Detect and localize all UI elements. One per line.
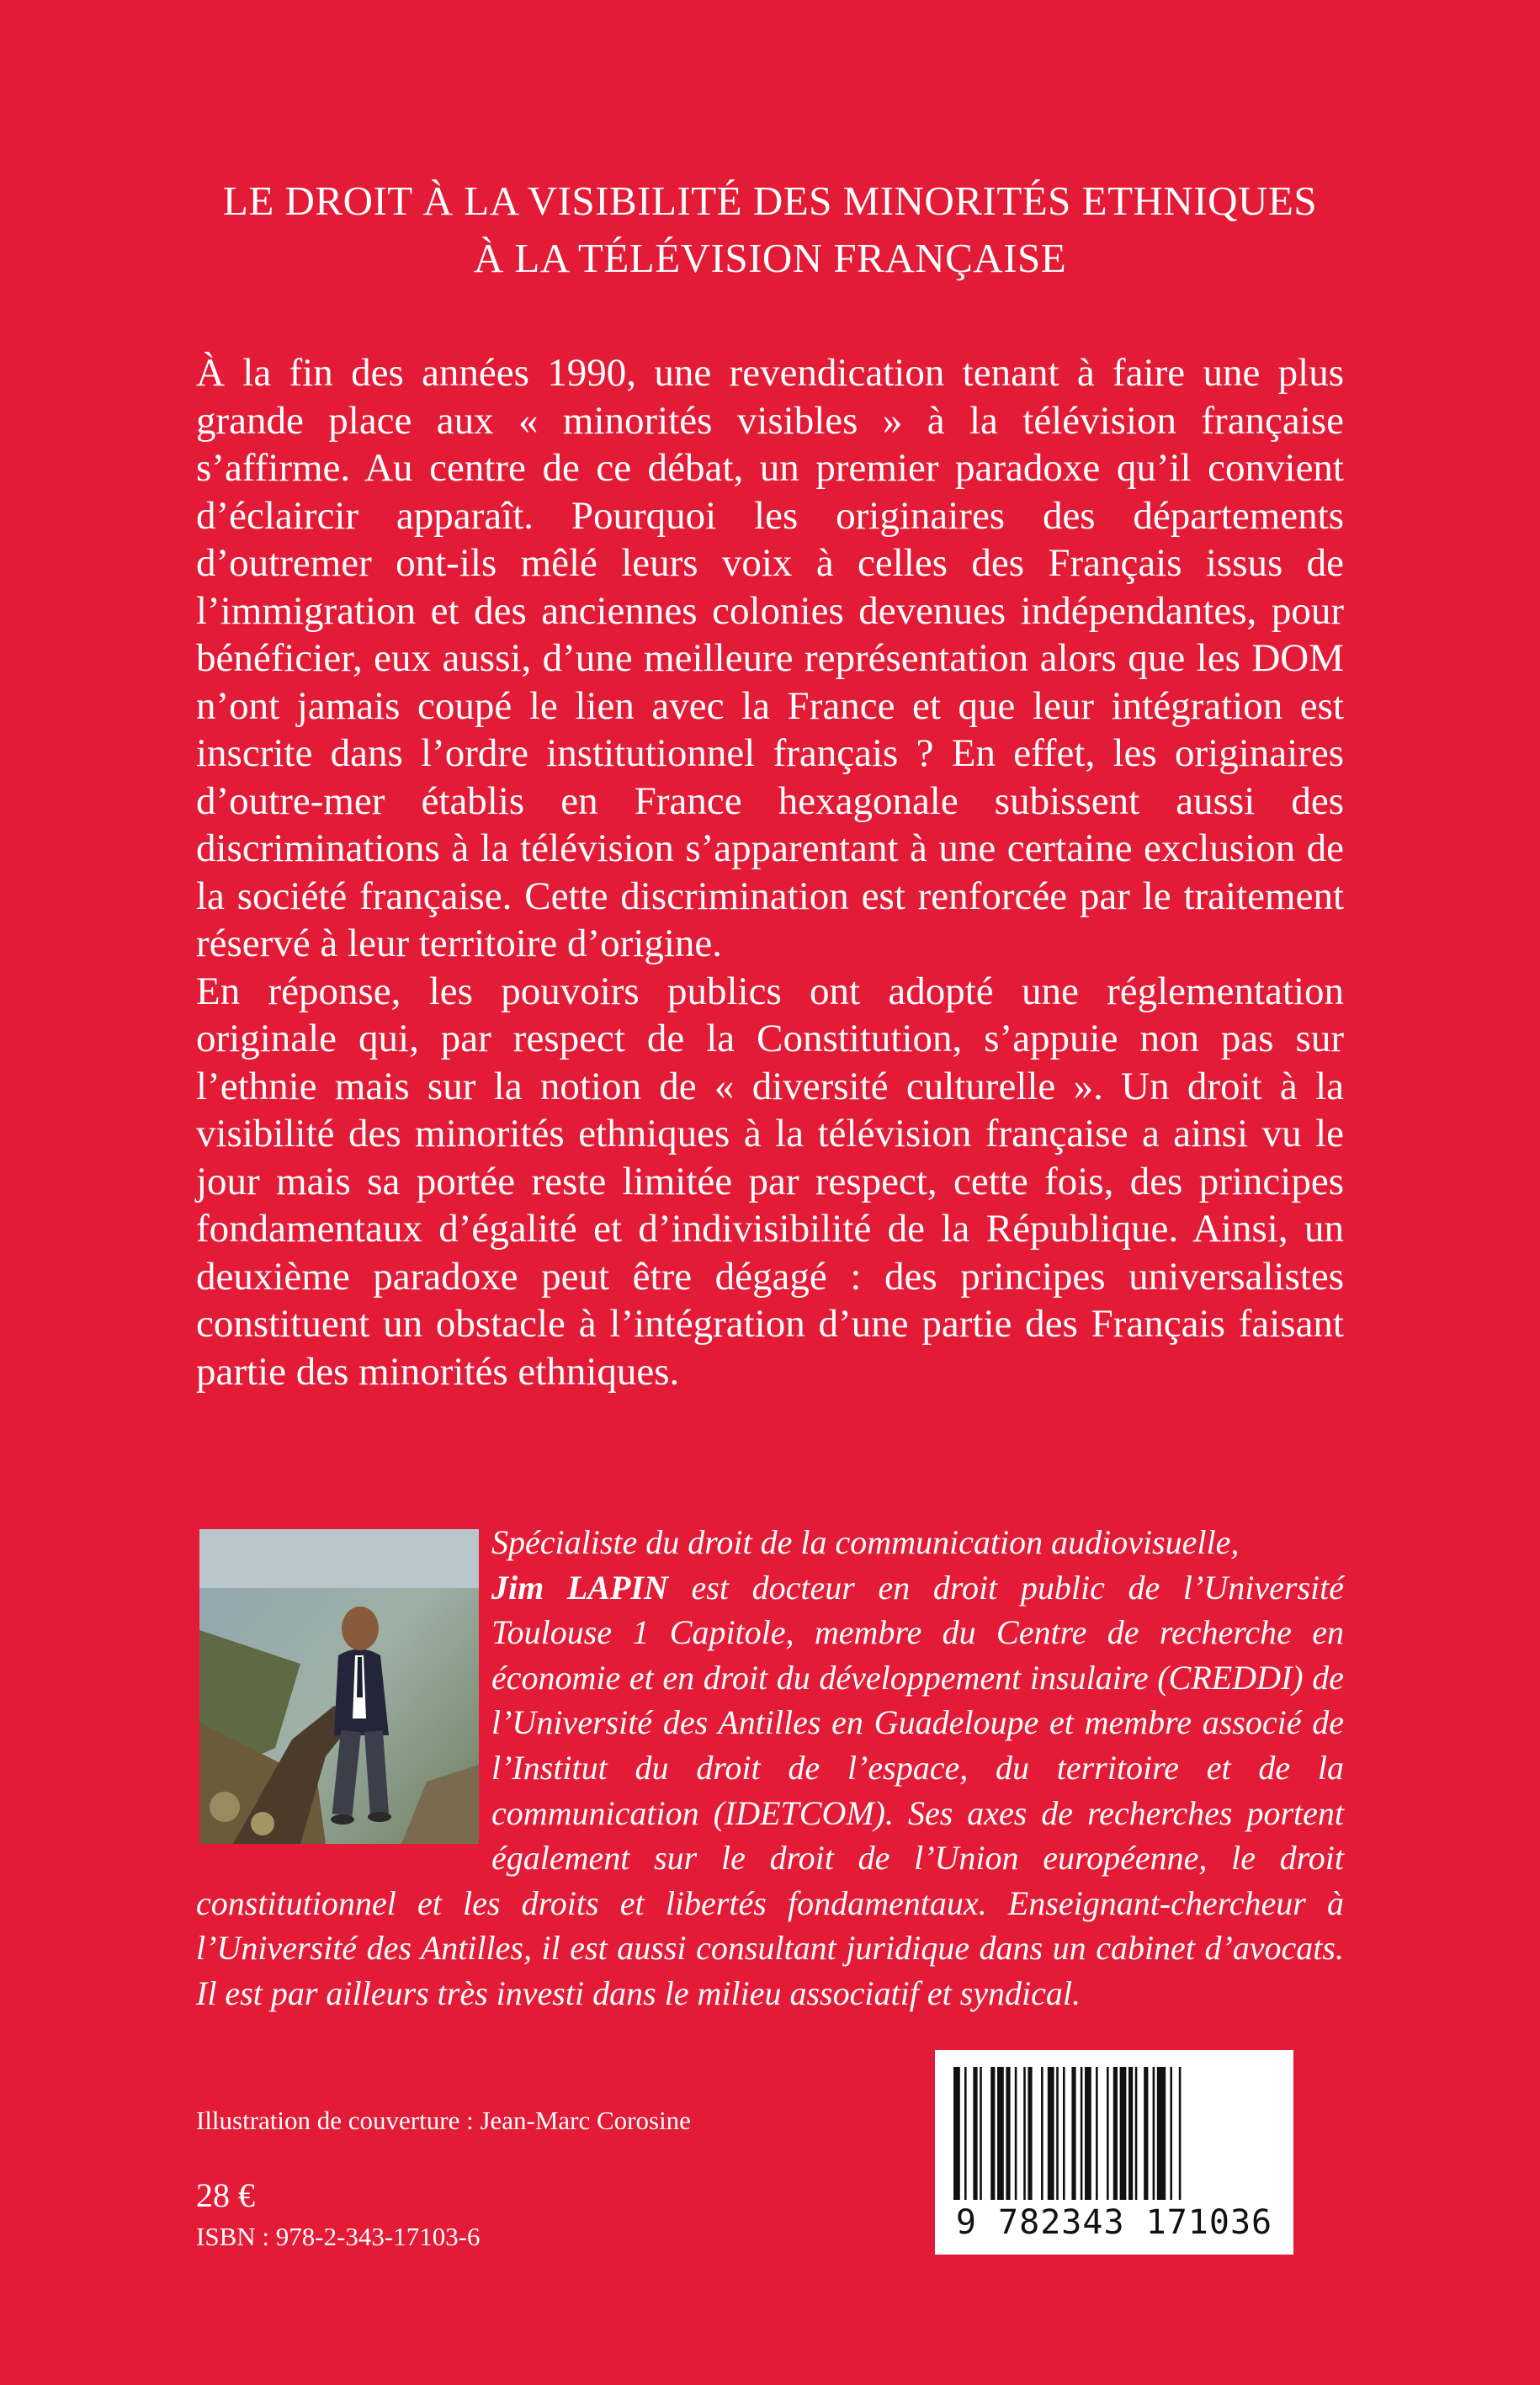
barcode-bar (1135, 2067, 1138, 2200)
author-bio (196, 1520, 1344, 2016)
isbn: ISBN : 978-2-343-17103-6 (196, 2222, 481, 2251)
barcode (935, 2050, 1293, 2255)
barcode-bar (1128, 2067, 1133, 2200)
barcode-bar (1023, 2067, 1026, 2200)
illustration-credit: Illustration de couverture : Jean-Marc Corosine (196, 2106, 691, 2135)
barcode-bar (1153, 2067, 1155, 2200)
barcode-bar (1006, 2067, 1010, 2200)
barcode-bar (990, 2067, 995, 2200)
author-bio-intro: Spécialiste du droit de la communication audiovisuelle, (491, 1523, 1240, 1561)
barcode-bar (1015, 2067, 1017, 2200)
barcode-bar (1170, 2067, 1172, 2200)
barcode-bar (1085, 2067, 1091, 2200)
barcode-bar (997, 2067, 1004, 2200)
barcode-bar (973, 2067, 977, 2200)
barcode-bar (1056, 2067, 1059, 2200)
price: 28 € (196, 2176, 255, 2214)
barcode-bar (1041, 2067, 1043, 2200)
barcode-digits: 9 782343 171036 (955, 2203, 1273, 2242)
book-title-line-1: LE DROIT À LA VISIBILITÉ DES MINORITÉS ETHNIQUES (222, 178, 1318, 224)
book-title-line-2: À LA TÉLÉVISION FRANÇAISE (473, 235, 1067, 281)
barcode-bar (953, 2067, 960, 2200)
barcode-bar (980, 2067, 982, 2200)
photo-float-space (196, 1520, 491, 1844)
barcode-bar (1048, 2067, 1054, 2200)
barcode-bar (1144, 2067, 1148, 2200)
book-summary (196, 349, 1344, 1395)
book-title (84, 173, 1456, 287)
barcode-bar (1071, 2067, 1075, 2200)
barcode-bar (1081, 2067, 1083, 2200)
author-bio-rest: est docteur en droit public de l’Université Toulouse 1 Capitole, membre du Centre de recherche en économie et en droit du développement insulaire (CREDDI) de l’Université des Antilles en Guadeloupe et membre associé de l’Institut du droit de l’espace, du territoire et de la communication (IDETCOM). Ses axes de recherches portent également sur le droit de l’Union européenne, le droit constitutionnel et les droits et libertés fondamentaux. Enseignant-chercheur à l’Université des Antilles, il est aussi consultant juridique dans un cabinet d’avocats. Il est par ailleurs très investi dans le milieu associatif et syndical. (196, 1568, 1344, 2012)
barcode-bar (1063, 2067, 1065, 2200)
barcode-bar (1113, 2067, 1118, 2200)
summary-paragraph-2: En réponse, les pouvoirs publics ont adopté une réglementation originale qui, par respect de la Constitution, s’appuie non pas sur l’ethnie mais sur la notion de « diversité culturelle ». Un droit à la visibilité des minorités ethniques à la télévision française a ainsi vu le jour mais sa portée reste limitée par respect, cette fois, des principes fondamentaux d’égalité et d’indivisibilité de la République. Ainsi, un deuxième paradoxe peut être dégagé : des principes universalistes constituent un obstacle à l’intégration d’une partie des Français faisant partie des minorités ethniques. (196, 969, 1344, 1394)
barcode-bar (1107, 2067, 1109, 2200)
barcode-bar (1157, 2067, 1166, 2200)
barcode-bar (1096, 2067, 1098, 2200)
author-name: Jim LAPIN (491, 1568, 668, 1607)
summary-paragraph-1: À la fin des années 1990, une revendication tenant à faire une plus grande place aux « minorités visibles » à la télévision française s’affirme. Au centre de ce débat, un premier paradoxe qu’il convient d’éclaircir apparaît. Pourquoi les originaires des départements d’outremer ont-ils mêlé leurs voix à celles des Français issus de l’immigration et des anciennes colonies devenues indépendantes, pour bénéficier, eux aussi, d’une meilleure représentation alors que les DOM n’ont jamais coupé le lien avec la France et que leur intégration est inscrite dans l’ordre institutionnel français ? En effet, les originaires d’outre-mer établis en France hexagonale subissent aussi des discriminations à la télévision s’apparentant à une certaine exclusion de la société française. Cette discrimination est renforcée par le traitement réservé à leur territoire d’origine. (196, 351, 1344, 965)
barcode-bar (1179, 2067, 1182, 2200)
barcode-bar (1120, 2067, 1127, 2200)
barcode-bar (1028, 2067, 1032, 2200)
barcode-bar (964, 2067, 967, 2200)
